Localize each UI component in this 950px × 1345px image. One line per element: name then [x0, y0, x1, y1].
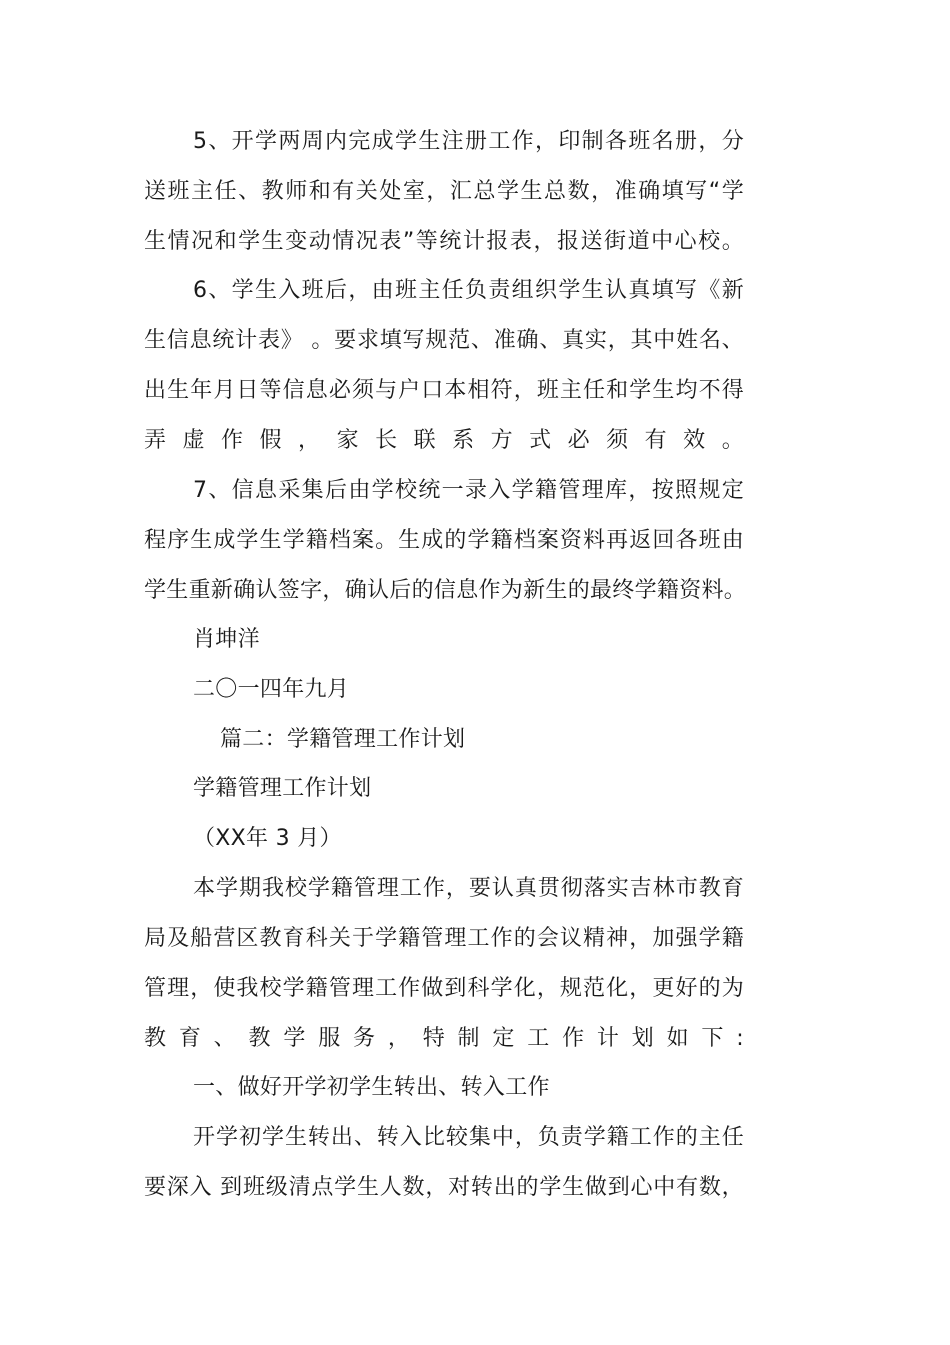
intro-line-1: 本学期我校学籍管理工作，要认真贯彻落实吉林市教育: [193, 876, 744, 901]
paragraph-7-line-2: 程序生成学生学籍档案。生成的学籍档案资料再返回各班由: [144, 528, 744, 553]
paragraph-5-line-3: 生情况和学生变动情况表”等统计报表，报送街道中心校。: [144, 229, 744, 254]
document-date: （XX年 3 月）: [193, 826, 342, 851]
document-title: 学籍管理工作计划: [193, 776, 372, 801]
paragraph-6-line-4: 弄虚作假，家长联系方式必须有效。: [144, 428, 744, 453]
subsection-heading: 一、做好开学初学生转出、转入工作: [193, 1075, 550, 1100]
paragraph-6-line-2: 生信息统计表》 。要求填写规范、准确、真实，其中姓名、: [144, 328, 744, 353]
intro-line-2: 局及船营区教育科关于学籍管理工作的会议精神，加强学籍: [144, 926, 744, 951]
intro-line-4: 教育、教学服务，特制定工作计划如下:: [144, 1026, 744, 1051]
date-line: 二〇一四年九月: [193, 677, 350, 702]
paragraph-7-line-3: 学生重新确认签字，确认后的信息作为新生的最终学籍资料。: [144, 578, 747, 603]
paragraph-7-line-1: 7、信息采集后由学校统一录入学籍管理库，按照规定: [193, 478, 744, 503]
paragraph-5-line-1: 5、开学两周内完成学生注册工作，印制各班名册，分: [193, 129, 744, 154]
author-name: 肖坤洋: [193, 627, 260, 652]
intro-line-3: 管理，使我校学籍管理工作做到科学化，规范化，更好的为: [144, 976, 744, 1001]
subsection-line-2: 要深入 到班级清点学生人数，对转出的学生做到心中有数，: [144, 1175, 744, 1200]
paragraph-6-line-3: 出生年月日等信息必须与户口本相符，班主任和学生均不得: [144, 378, 744, 403]
paragraph-6-line-1: 6、学生入班后，由班主任负责组织学生认真填写《新: [193, 278, 744, 303]
subsection-line-1: 开学初学生转出、转入比较集中，负责学籍工作的主任: [193, 1125, 744, 1150]
section-heading: 篇二：学籍管理工作计划: [220, 727, 466, 752]
paragraph-5-line-2: 送班主任、教师和有关处室，汇总学生总数，准确填写“学: [144, 179, 744, 204]
